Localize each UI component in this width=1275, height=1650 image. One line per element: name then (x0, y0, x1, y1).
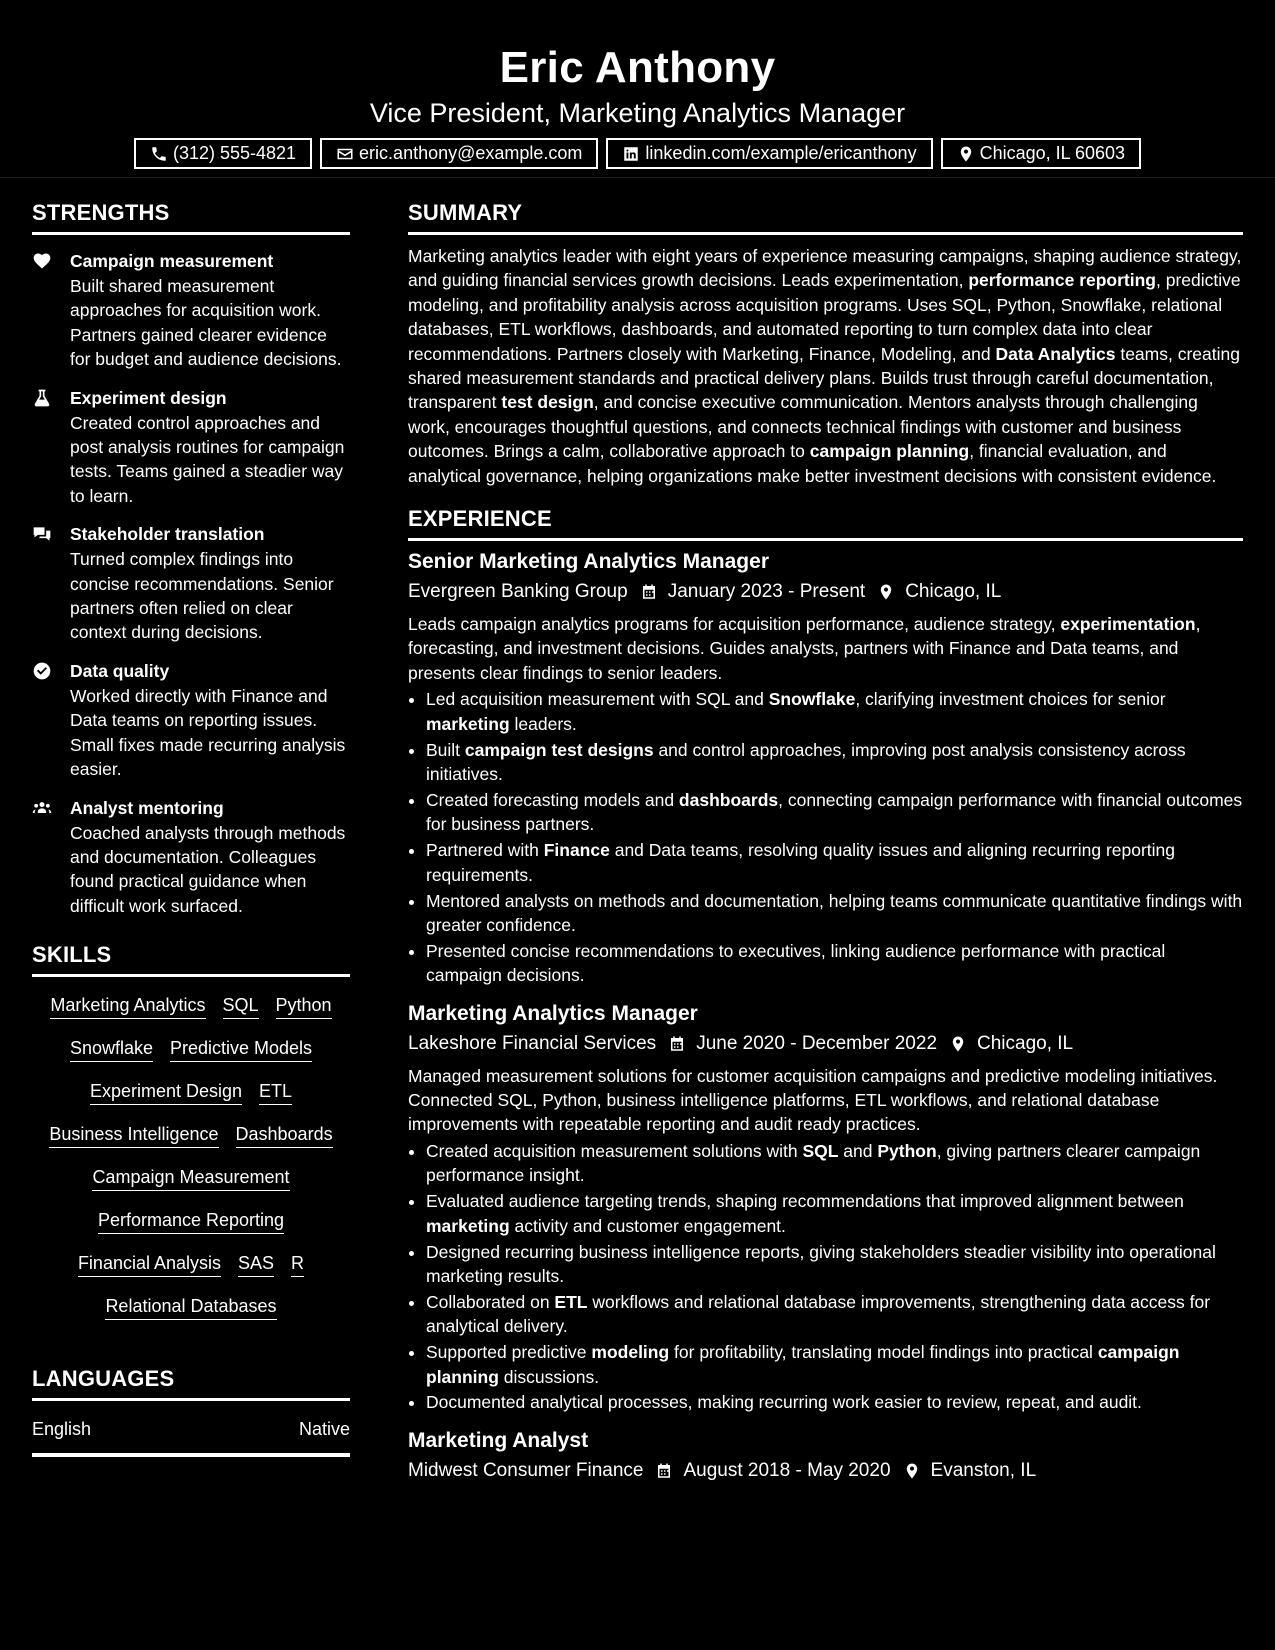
skill-tag: Relational Databases (105, 1294, 276, 1320)
text-segment: , giving partners clearer campaign performance insight. (426, 1140, 1201, 1186)
text-segment: , financial evaluation, and analytical governance, helping organizations make better investment decisions with consistent evidence. (408, 441, 1217, 486)
right-column (408, 178, 1243, 1484)
contact-email-text: eric.anthony@example.com (359, 143, 583, 163)
heart-icon (32, 251, 52, 271)
job-title: Marketing Analytics Manager (408, 1001, 698, 1025)
job-meta (408, 1031, 1243, 1057)
skill-tag: Business Intelligence (49, 1122, 218, 1148)
text-segment: and Data teams, resolving quality issues and aligning recurring reporting requirements. (426, 840, 1176, 885)
job-bullet (426, 738, 1243, 787)
skill-tag: SQL (223, 993, 259, 1019)
job-dates: August 2018 - May 2020 (683, 1459, 891, 1481)
bold-text: performance reporting (968, 270, 1157, 291)
bold-text: SQL (802, 1140, 839, 1161)
job-bullet (426, 1189, 1243, 1238)
job-entry (408, 1427, 1243, 1484)
strength-item (32, 659, 350, 782)
bold-text: marketing (426, 713, 510, 734)
skills-section (32, 940, 350, 1320)
job-company: Evergreen Banking Group (408, 581, 628, 603)
strength-title: Stakeholder translation (70, 524, 265, 545)
text-segment: Designed recurring business intelligence reports, giving stakeholders steadier visibility into operational marketing results. (426, 1241, 1216, 1286)
strength-desc: Coached analysts through methods and documentation. Colleagues found practical guidance when difficult work surfaced. (70, 822, 346, 916)
summary-heading: SUMMARY (408, 198, 1243, 235)
language-name: English (32, 1419, 92, 1440)
location-icon (877, 583, 895, 601)
job-dates: January 2023 - Present (667, 581, 866, 603)
text-segment: , clarifying investment choices for senior (855, 689, 1166, 710)
text-segment: leaders. (509, 713, 577, 734)
text-segment: , predictive modeling, and profitability analysis across acquisition programs. Uses SQL, Python, Snowflake, relational databases, ETL workflows, dashboards, and automated reporting to turn complex data into clear recommendations. Partners closely with Marketing, Finance, Modeling, and (408, 270, 1241, 364)
linkedin-icon (622, 145, 640, 163)
text-segment: Leads campaign analytics programs for acquisition performance, audience strategy, (408, 614, 1061, 635)
job-title: Marketing Analyst (408, 1428, 589, 1452)
bold-text: marketing (426, 1215, 510, 1236)
text-segment: Collaborated on (426, 1291, 555, 1312)
strength-desc: Created control approaches and post analysis routines for campaign tests. Teams gained a steadier way to learn. (70, 412, 345, 506)
job-bullet (426, 1290, 1243, 1339)
text-segment: , connecting campaign performance with financial outcomes for business partners. (426, 789, 1243, 835)
bold-text: dashboards (678, 789, 779, 810)
skill-tag: Dashboards (236, 1122, 333, 1148)
job-location: Chicago, IL (905, 581, 1002, 603)
candidate-title: Vice President, Marketing Analytics Manager (369, 98, 906, 128)
job-description (408, 612, 1243, 685)
strength-item (32, 796, 350, 919)
job-entry (408, 1000, 1243, 1415)
job-meta (408, 1458, 1243, 1484)
language-row (32, 1417, 350, 1457)
calendar-icon (668, 1035, 686, 1053)
job-bullets (408, 1139, 1243, 1415)
skills-heading: SKILLS (32, 940, 350, 977)
languages-section (32, 1364, 350, 1457)
job-company: Midwest Consumer Finance (408, 1459, 644, 1481)
phone-icon (150, 145, 168, 163)
skill-tag: Python (276, 993, 332, 1019)
skill-tag: Experiment Design (90, 1079, 242, 1105)
text-segment: Partnered with (426, 840, 544, 861)
bold-text: campaign test designs (464, 739, 654, 760)
job-bullets (408, 687, 1243, 987)
strengths-section (32, 198, 350, 918)
text-segment: and (838, 1140, 878, 1161)
job-bullet (426, 838, 1243, 887)
text-segment: Led acquisition measurement with SQL and (426, 689, 769, 710)
job-title: Senior Marketing Analytics Manager (408, 550, 769, 574)
bold-text: Data Analytics (995, 343, 1116, 364)
strength-desc: Turned complex findings into concise recommendations. Senior partners often relied on clear context during decisions. (70, 549, 334, 643)
language-level: Native (298, 1419, 350, 1440)
bold-text: ETL (554, 1291, 588, 1312)
users-icon (32, 798, 52, 818)
location-icon (957, 145, 975, 163)
contact-email[interactable] (320, 138, 598, 169)
experience-heading: EXPERIENCE (408, 504, 1243, 541)
skill-tag: Snowflake (70, 1036, 153, 1062)
text-segment: activity and customer engagement. (509, 1215, 786, 1236)
contact-phone-text: (312) 555-4821 (172, 143, 297, 163)
job-entry (408, 548, 1243, 988)
text-segment: Mentored analysts on methods and documentation, helping teams communicate quantitative findings with greater confidence. (426, 890, 1243, 935)
text-segment: for profitability, translating model findings into practical (669, 1342, 1098, 1363)
skill-tag: Predictive Models (170, 1036, 312, 1062)
resume-body (0, 178, 1275, 1484)
summary-section (408, 198, 1243, 488)
skill-tag: SAS (238, 1251, 274, 1277)
languages-heading: LANGUAGES (32, 1364, 350, 1401)
text-segment: Created forecasting models and (426, 789, 679, 810)
left-column (32, 178, 350, 1484)
strength-title: Campaign measurement (70, 251, 274, 271)
bold-text: modeling (591, 1342, 670, 1363)
text-segment: Documented analytical processes, making recurring work easier to review, repeat, and audit. (426, 1392, 1142, 1413)
summary-text (408, 244, 1243, 488)
job-bullet (426, 1139, 1243, 1188)
calendar-icon (655, 1462, 673, 1480)
strength-title: Experiment design (70, 387, 227, 408)
text-segment: and control approaches, improving post analysis consistency across initiatives. (426, 739, 1186, 784)
skill-tag: Campaign Measurement (92, 1165, 289, 1191)
text-segment: discussions. (498, 1366, 600, 1387)
job-bullet (426, 1240, 1243, 1289)
bold-text: experimentation (1060, 614, 1196, 635)
resume-header (0, 0, 1275, 178)
check-circle-icon (32, 661, 52, 681)
job-company: Lakeshore Financial Services (408, 1032, 657, 1054)
job-list (408, 548, 1243, 1484)
comments-icon (32, 524, 52, 544)
mail-icon (336, 145, 354, 163)
contact-location[interactable] (941, 138, 1141, 169)
text-segment: Presented concise recommendations to executives, linking audience performance with practical campaign decisions. (426, 940, 1166, 986)
strength-desc: Built shared measurement approaches for acquisition work. Partners gained clearer evidence for budget and audience decisions. (70, 276, 342, 370)
text-segment: Managed measurement solutions for customer acquisition campaigns and predictive modeling initiatives. Connected SQL, Python, business intelligence platforms, ETL workflows, and relational database improvements with repeatable reporting and audit ready practices. (408, 1065, 1218, 1135)
bold-text: campaign planning (426, 1342, 1180, 1387)
flask-icon (32, 388, 52, 408)
job-bullet (426, 1390, 1243, 1414)
text-segment: workflows and relational database improvements, strengthening data access for analytical delivery. (426, 1291, 1211, 1337)
contact-linkedin[interactable] (606, 138, 932, 169)
job-bullet (426, 939, 1243, 988)
strength-title: Data quality (70, 660, 170, 681)
location-icon (903, 1462, 921, 1480)
text-segment: Built (426, 739, 465, 760)
skill-tag: R (291, 1251, 304, 1277)
strength-item (32, 386, 350, 509)
job-dates: June 2020 - December 2022 (696, 1032, 938, 1054)
strengths-heading: STRENGTHS (32, 198, 350, 235)
contact-phone[interactable] (134, 138, 312, 169)
text-segment: teams, creating shared measurement standards and practical delivery plans. Builds trust through careful documentation, transparent (408, 343, 1240, 413)
calendar-icon (640, 583, 658, 601)
job-description (408, 1064, 1243, 1137)
skills-list (32, 993, 350, 1320)
bold-text: campaign planning (809, 441, 970, 462)
bold-text: Python (877, 1140, 937, 1161)
job-bullet (426, 788, 1243, 837)
strength-title: Analyst mentoring (70, 797, 224, 818)
text-segment: , forecasting, and investment decisions. Guides analysts, partners with Finance and Data teams, and presents clear findings to senior leaders. (408, 614, 1201, 683)
contact-bar (0, 138, 1275, 169)
contact-linkedin-text: linkedin.com/example/ericanthony (645, 143, 917, 163)
skill-tag: ETL (259, 1079, 292, 1105)
text-segment: Marketing analytics leader with eight years of experience measuring campaigns, shaping audience strategy, and guiding financial services growth decisions. Leads experimentation, (408, 246, 1242, 291)
skill-tag: Financial Analysis (78, 1251, 221, 1277)
skill-tag: Performance Reporting (98, 1208, 284, 1234)
contact-location-text: Chicago, IL 60603 (979, 143, 1126, 163)
bold-text: test design (501, 392, 594, 413)
strength-desc: Worked directly with Finance and Data teams on reporting issues. Small fixes made recurring analysis easier. (70, 685, 346, 780)
strength-item (32, 522, 350, 645)
job-bullet (426, 889, 1243, 938)
strength-item (32, 249, 350, 372)
job-bullet (426, 1340, 1243, 1389)
text-segment: , and concise executive communication. Mentors analysts through challenging work, encourages thoughtful questions, and connects technical findings with customer and business outcomes. Brings a calm, collaborative approach to (408, 392, 1198, 462)
location-icon (949, 1035, 967, 1053)
experience-section (408, 504, 1243, 1484)
bold-text: Finance (543, 840, 610, 861)
job-bullet (426, 687, 1243, 736)
text-segment: Created acquisition measurement solutions with (426, 1140, 803, 1161)
job-location: Evanston, IL (930, 1459, 1037, 1481)
text-segment: Evaluated audience targeting trends, shaping recommendations that improved alignment between (426, 1191, 1184, 1212)
candidate-name: Eric Anthony (499, 43, 776, 92)
job-location: Chicago, IL (977, 1032, 1074, 1054)
text-segment: Supported predictive (426, 1342, 592, 1363)
bold-text: Snowflake (768, 689, 856, 710)
job-meta (408, 579, 1243, 605)
skill-tag: Marketing Analytics (50, 993, 205, 1019)
